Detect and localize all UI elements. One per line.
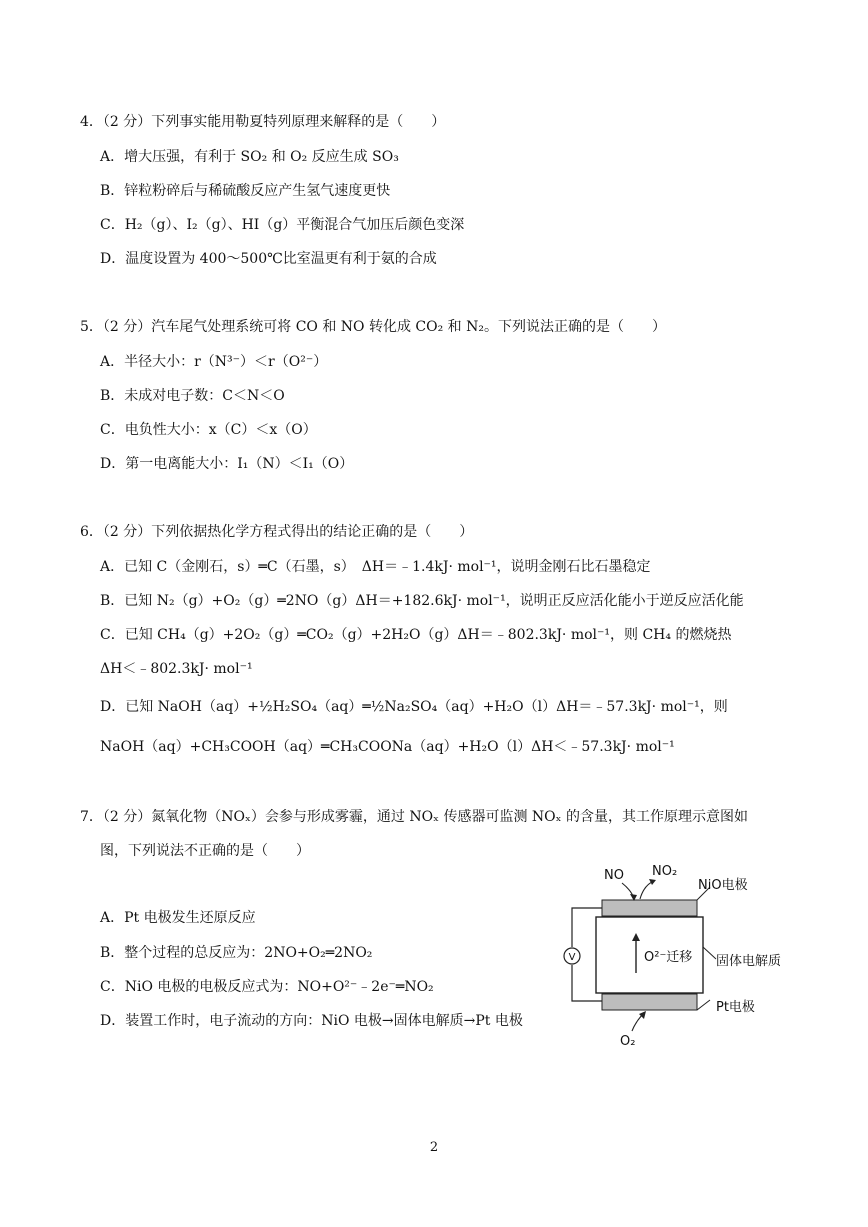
q6-option-d-cont: NaOH（aq）+CH₃COOH（aq）═CH₃COONa（aq）+H₂O（l）ΔH＜﹣57.3kJ· mol⁻¹ [100,739,675,755]
q7-option-d: D．装置工作时，电子流动的方向：NiO 电极→固体电解质→Pt 电极 [100,1013,523,1029]
q6-option-a: A．已知 C（金刚石，s）═C（石墨，s） ΔH＝﹣1.4kJ· mol⁻¹，说明金刚石比石墨稳定 [100,559,651,575]
voltmeter-label: V [568,952,576,963]
q4-option-b: B．锌粒粉碎后与稀硫酸反应产生氢气速度更快 [100,183,391,199]
no-label: NO [604,868,624,883]
migration-label: O²⁻迁移 [644,950,693,965]
q6-option-d: D．已知 NaOH（aq）+½H₂SO₄（aq）═½Na₂SO₄（aq）+H₂O（l）ΔH＝﹣57.3kJ· mol⁻¹，则 [100,699,728,715]
q5-option-b: B．未成对电子数：C＜N＜O [100,388,285,404]
nox-sensor-diagram [560,855,810,1050]
q6-option-b: B．已知 N₂（g）+O₂（g）═2NO（g）ΔH＝+182.6kJ· mol⁻¹，说明正反应活化能小于逆反应活化能 [100,593,744,609]
pt-label: Pt电极 [716,1000,755,1015]
nio-label: NiO电极 [698,878,748,893]
nio-electrode [602,900,697,916]
electrolyte-label: 固体电解质 [716,954,782,969]
q7-stem-cont: 图，下列说法不正确的是（ ） [100,843,310,859]
q7-option-b: B．整个过程的总反应为：2NO+O₂═2NO₂ [100,945,373,961]
q4-option-d: D．温度设置为 400～500℃比室温更有利于氨的合成 [100,251,437,267]
q6-option-c-cont: ΔH＜﹣802.3kJ· mol⁻¹ [100,661,253,677]
no2-label: NO₂ [652,864,678,879]
o2-label: O₂ [620,1034,636,1049]
q6-stem: 6．（2 分）下列依据热化学方程式得出的结论正确的是（ ） [80,524,474,540]
q7-stem: 7．（2 分）氮氧化物（NOₓ）会参与形成雾霾，通过 NOₓ 传感器可监测 NOₓ 的含量，其工作原理示意图如 [80,809,749,825]
q4-option-a: A．增大压强，有利于 SO₂ 和 O₂ 反应生成 SO₃ [100,149,399,165]
q5-option-d: D．第一电离能大小：I₁（N）＜I₁（O） [100,456,354,472]
q4-stem: 4．（2 分）下列事实能用勒夏特列原理来解释的是（ ） [80,114,446,130]
q6-option-c: C．已知 CH₄（g）+2O₂（g）═CO₂（g）+2H₂O（g）ΔH＝﹣802.3kJ· mol⁻¹，则 CH₄ 的燃烧热 [100,627,732,643]
pt-leader [697,1000,710,1010]
q5-option-c: C．电负性大小：x（C）＜x（O） [100,422,317,438]
q5-option-a: A．半径大小：r（N³⁻）＜r（O²⁻） [100,354,328,370]
q5-stem: 5．（2 分）汽车尾气处理系统可将 CO 和 NO 转化成 CO₂ 和 N₂。下列说法正确的是（ ） [80,319,666,335]
pt-electrode [602,994,697,1010]
q7-option-c: C．NiO 电极的电极反应式为：NO+O²⁻﹣2e⁻═NO₂ [100,979,434,995]
q4-option-c: C．H₂（g）、I₂（g）、HI（g）平衡混合气加压后颜色变深 [100,217,465,233]
no2-arrow-head [649,879,656,885]
electrolyte-leader [703,947,716,959]
page-number: 2 [429,1140,439,1155]
q7-option-a: A．Pt 电极发生还原反应 [100,910,256,926]
